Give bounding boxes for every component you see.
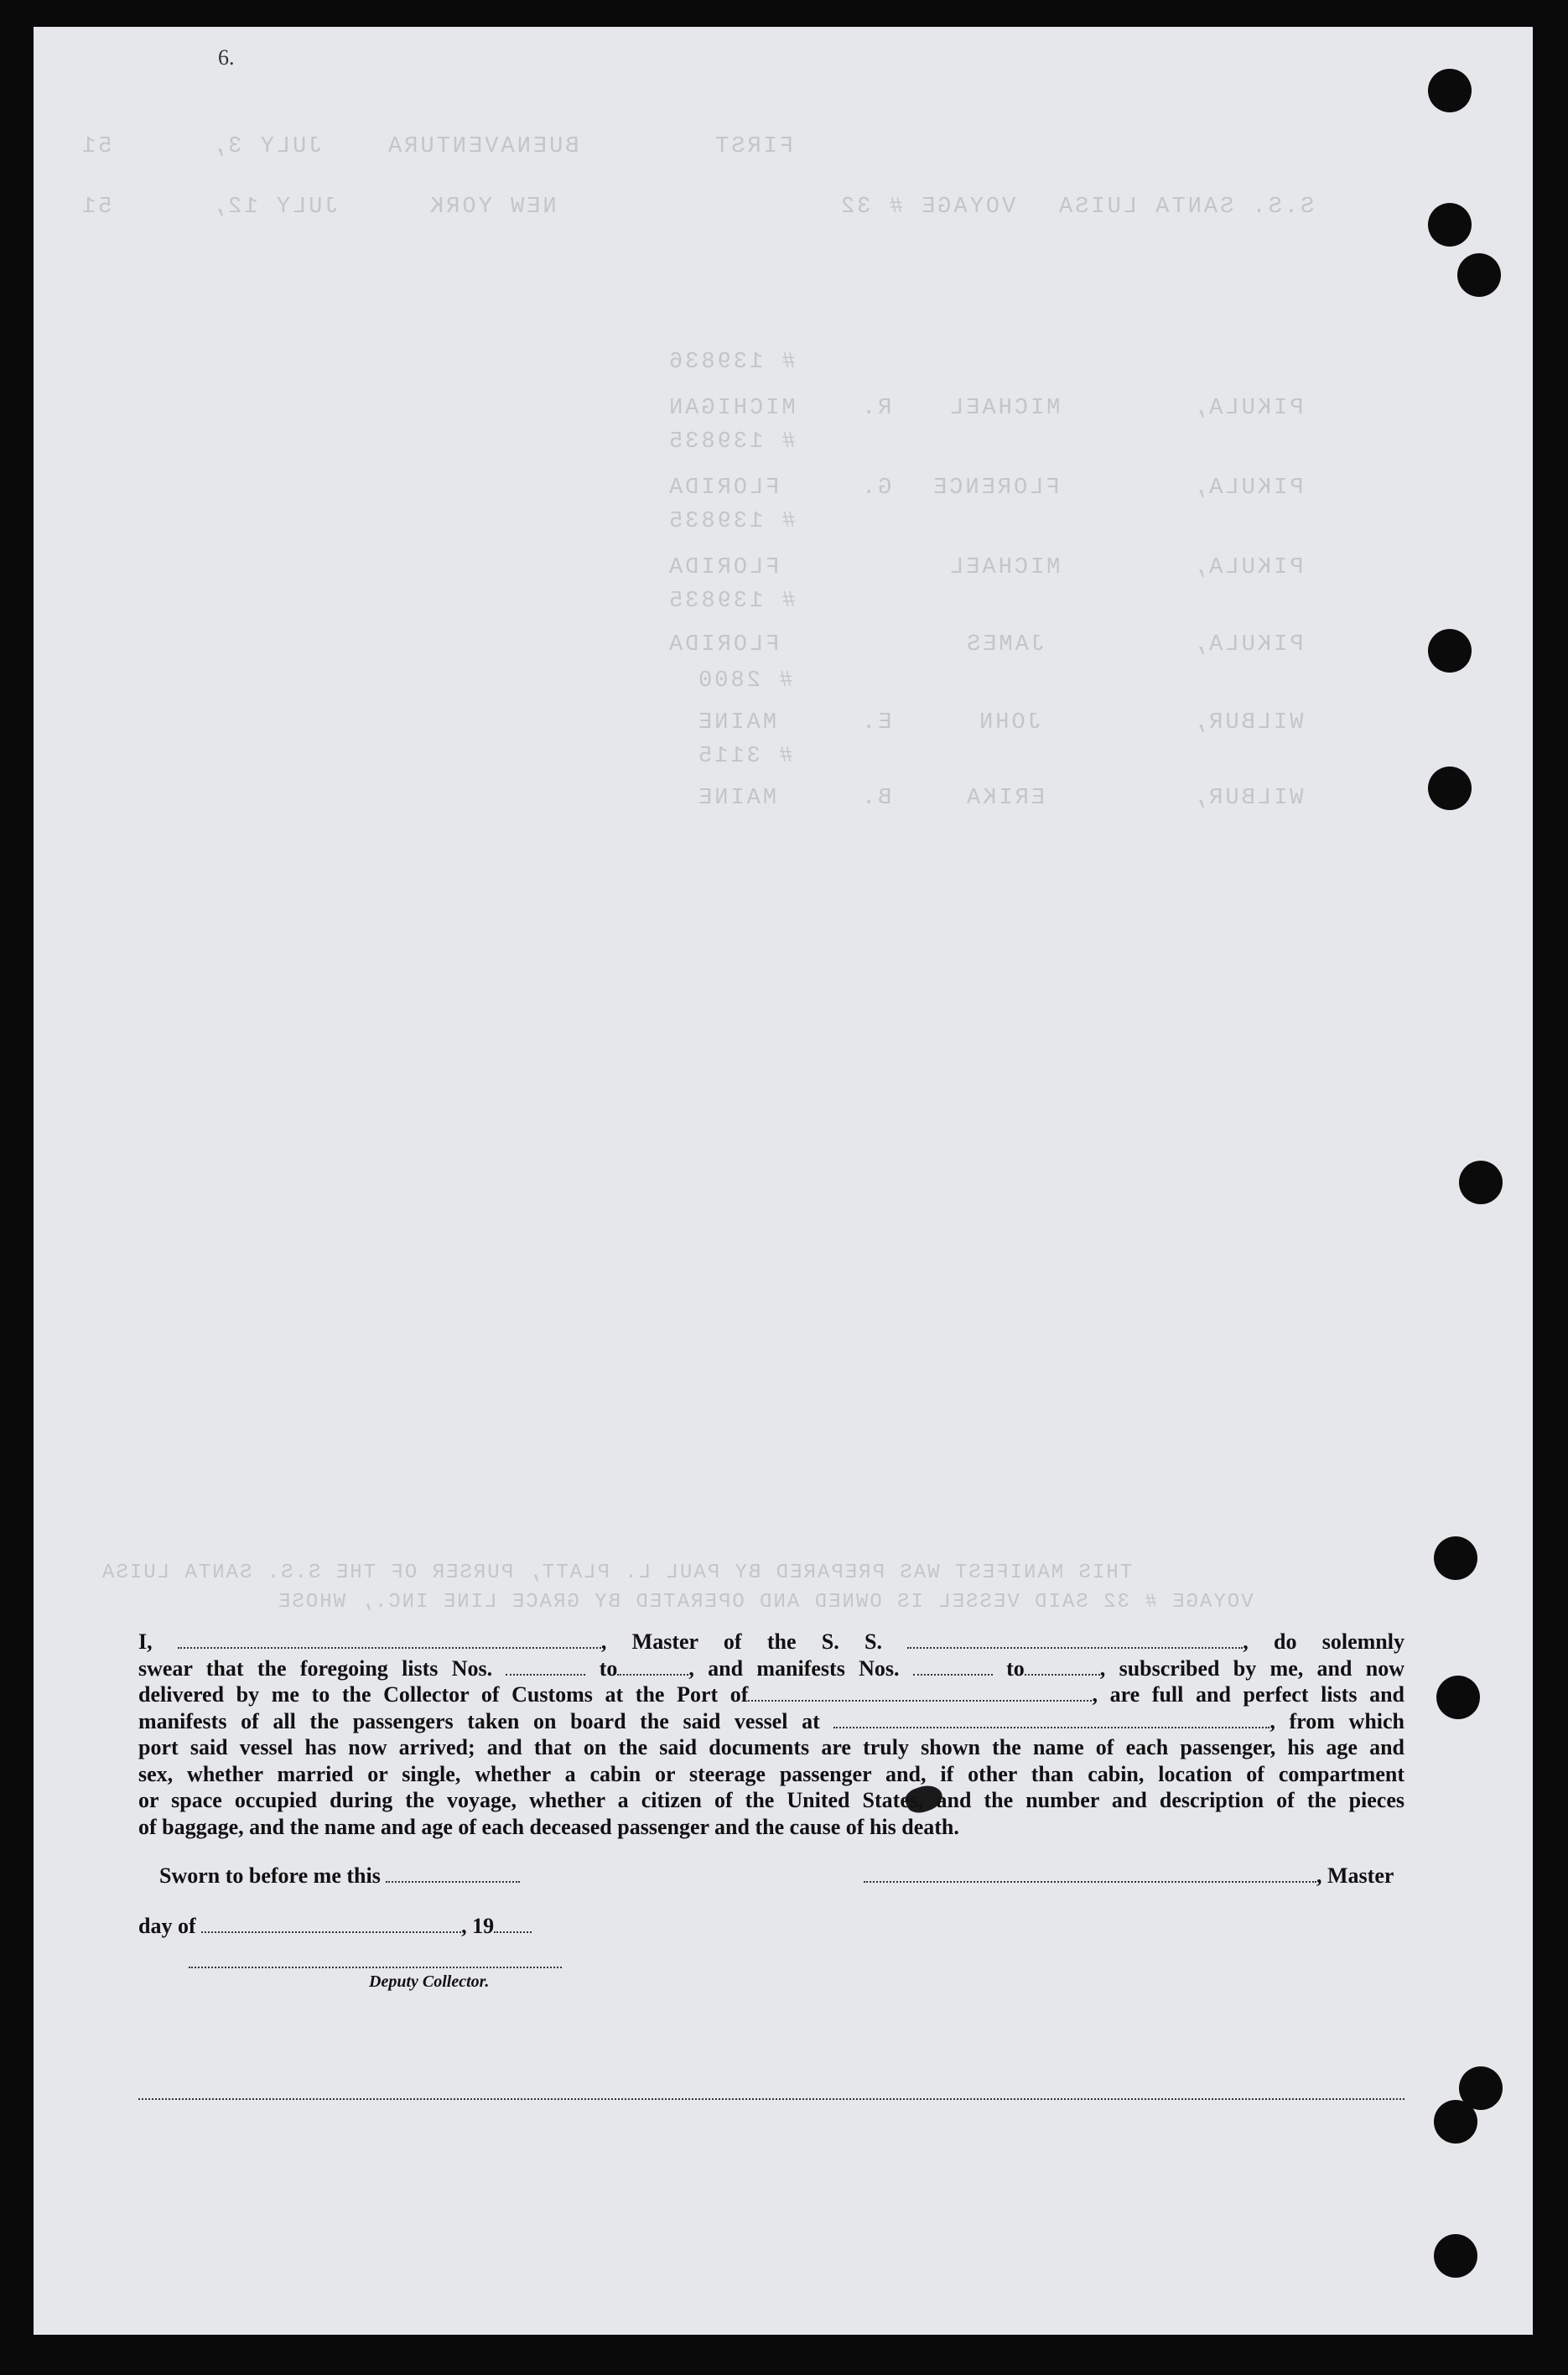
bleed-ship: S.S. SANTA LUISA xyxy=(1057,195,1315,220)
bleed-id: # 139835 xyxy=(667,589,796,614)
oath-text: manifests of all the passengers taken on board the said vessel at xyxy=(138,1708,820,1733)
master-signature-blank[interactable] xyxy=(864,1864,1316,1883)
sworn-date-blank[interactable] xyxy=(386,1864,520,1883)
bleed-id: # 139835 xyxy=(667,429,796,455)
oath-line-1 xyxy=(138,1629,1404,1655)
bleed-state: MAINE xyxy=(696,786,777,811)
month-blank[interactable] xyxy=(201,1915,461,1933)
departure-port-blank[interactable] xyxy=(833,1710,1269,1728)
oath-text: delivered by me to the Collector of Customs at the Port of xyxy=(138,1682,749,1707)
bleed-date-1: JULY 3, xyxy=(210,134,323,159)
punch-hole xyxy=(1428,629,1472,673)
bleed-surname: WILBUR, xyxy=(1191,786,1304,811)
bleed-new-york: NEW YORK xyxy=(428,195,557,220)
master-signature-line xyxy=(864,1863,1394,1889)
bleed-surname: PIKULA, xyxy=(1191,632,1304,657)
bleed-surname: WILBUR, xyxy=(1191,710,1304,735)
punch-hole xyxy=(1457,253,1501,297)
oath-line-5: port said vessel has now arrived; and that on the said documents are truly shown the name of each passenger, his age and xyxy=(138,1735,1404,1759)
port-blank[interactable] xyxy=(748,1683,1092,1702)
oath-text: , from which xyxy=(1269,1708,1405,1733)
day-of-line xyxy=(138,1914,532,1939)
bleed-state: FLORIDA xyxy=(667,632,780,657)
oath-text: to xyxy=(599,1655,618,1681)
bleed-initial: G. xyxy=(859,476,892,501)
punch-hole xyxy=(1428,69,1472,112)
bleed-date-2: JULY 12, xyxy=(210,195,339,220)
bleed-id: # 3115 xyxy=(696,744,793,769)
list-no-from-blank[interactable] xyxy=(506,1657,585,1676)
oath-paragraph xyxy=(138,1629,1404,1840)
punch-hole xyxy=(1459,1161,1503,1204)
master-name-blank[interactable] xyxy=(178,1630,601,1649)
punch-hole xyxy=(1436,1676,1480,1719)
year-text: , 19 xyxy=(461,1914,495,1938)
bleed-surname: PIKULA, xyxy=(1191,396,1304,421)
manifest-no-from-blank[interactable] xyxy=(913,1657,993,1676)
bleed-stamp-line: VOYAGE # 32 SAID VESSEL IS OWNED AND OPERATED BY GRACE LINE INC., WHOSE xyxy=(277,1591,1254,1614)
bleed-initial: E. xyxy=(859,710,892,735)
oath-i: I, xyxy=(138,1629,153,1654)
bleed-initial: R. xyxy=(859,396,892,421)
oath-line-6: sex, whether married or single, whether a cabin or steerage passenger and, if other than cabin, location of compartment xyxy=(138,1761,1404,1786)
oath-line-3 xyxy=(138,1681,1404,1708)
oath-do-solemnly: , do solemnly xyxy=(1243,1629,1404,1654)
punch-hole xyxy=(1428,767,1472,810)
bleed-id: # 2800 xyxy=(696,668,793,694)
bleed-state: FLORIDA xyxy=(667,476,780,501)
punch-hole xyxy=(1434,1536,1477,1580)
manifest-page xyxy=(34,27,1533,2335)
sworn-line xyxy=(159,1863,520,1889)
oath-text: , are full and perfect lists and xyxy=(1092,1682,1404,1707)
sworn-text: Sworn to before me this xyxy=(159,1863,381,1888)
bleed-given: ERIKA xyxy=(964,786,1046,811)
oath-text: , and manifests Nos. xyxy=(688,1655,900,1681)
oath-line-2 xyxy=(138,1655,1404,1682)
year-blank[interactable] xyxy=(494,1915,532,1933)
bleed-voyage: VOYAGE # 32 xyxy=(839,195,1016,220)
bleed-surname: PIKULA, xyxy=(1191,555,1304,580)
bleed-state: MICHIGAN xyxy=(667,396,796,421)
punch-hole xyxy=(1434,2100,1477,2144)
oath-text: , subscribed by me, and now xyxy=(1099,1655,1404,1681)
deputy-signature-line[interactable] xyxy=(189,1967,562,1968)
bleed-given: MICHAEL xyxy=(948,555,1061,580)
list-no-to-blank[interactable] xyxy=(617,1657,688,1676)
oath-text: to xyxy=(1006,1655,1025,1681)
vessel-name-blank[interactable] xyxy=(907,1630,1243,1649)
bleed-buenaventura: BUENAVENTURA xyxy=(386,134,579,159)
bleed-given: JAMES xyxy=(964,632,1046,657)
day-of-text: day of xyxy=(138,1914,196,1938)
bleed-first: FIRST xyxy=(713,134,794,159)
oath-master-of: , Master of the S. S. xyxy=(600,1629,882,1654)
deputy-collector-label: Deputy Collector. xyxy=(369,1972,490,1991)
bleed-given: JOHN xyxy=(977,710,1041,735)
oath-line-4 xyxy=(138,1708,1404,1735)
punch-hole xyxy=(1428,203,1472,247)
bleed-id: # 139836 xyxy=(667,350,796,375)
punch-hole xyxy=(1434,2234,1477,2278)
master-label: , Master xyxy=(1316,1863,1394,1888)
bleed-initial: B. xyxy=(859,786,892,811)
bottom-dotted-rule xyxy=(138,2098,1404,2100)
bleed-stamp-line: THIS MANIFEST WAS PREPARED BY PAUL L. PLATT, PURSER OF THE S.S. SANTA LUISA xyxy=(101,1562,1133,1584)
oath-line-7: or space occupied during the voyage, whether a citizen of the United States, and the number and description of the pieces xyxy=(138,1788,1404,1812)
bleed-given: FLORENCE xyxy=(931,476,1060,501)
bleed-year-2: 51 xyxy=(80,195,112,220)
manifest-no-to-blank[interactable] xyxy=(1025,1657,1100,1676)
page-number: 6. xyxy=(218,45,235,70)
bleed-state: FLORIDA xyxy=(667,555,780,580)
bleed-given: MICHAEL xyxy=(948,396,1061,421)
oath-line-8: of baggage, and the name and age of each deceased passenger and the cause of his death. xyxy=(138,1814,959,1839)
bleed-state: MAINE xyxy=(696,710,777,735)
bleed-id: # 139835 xyxy=(667,509,796,534)
bleed-year-1: 51 xyxy=(80,134,112,159)
bleed-surname: PIKULA, xyxy=(1191,476,1304,501)
oath-text: swear that the foregoing lists Nos. xyxy=(138,1655,493,1681)
